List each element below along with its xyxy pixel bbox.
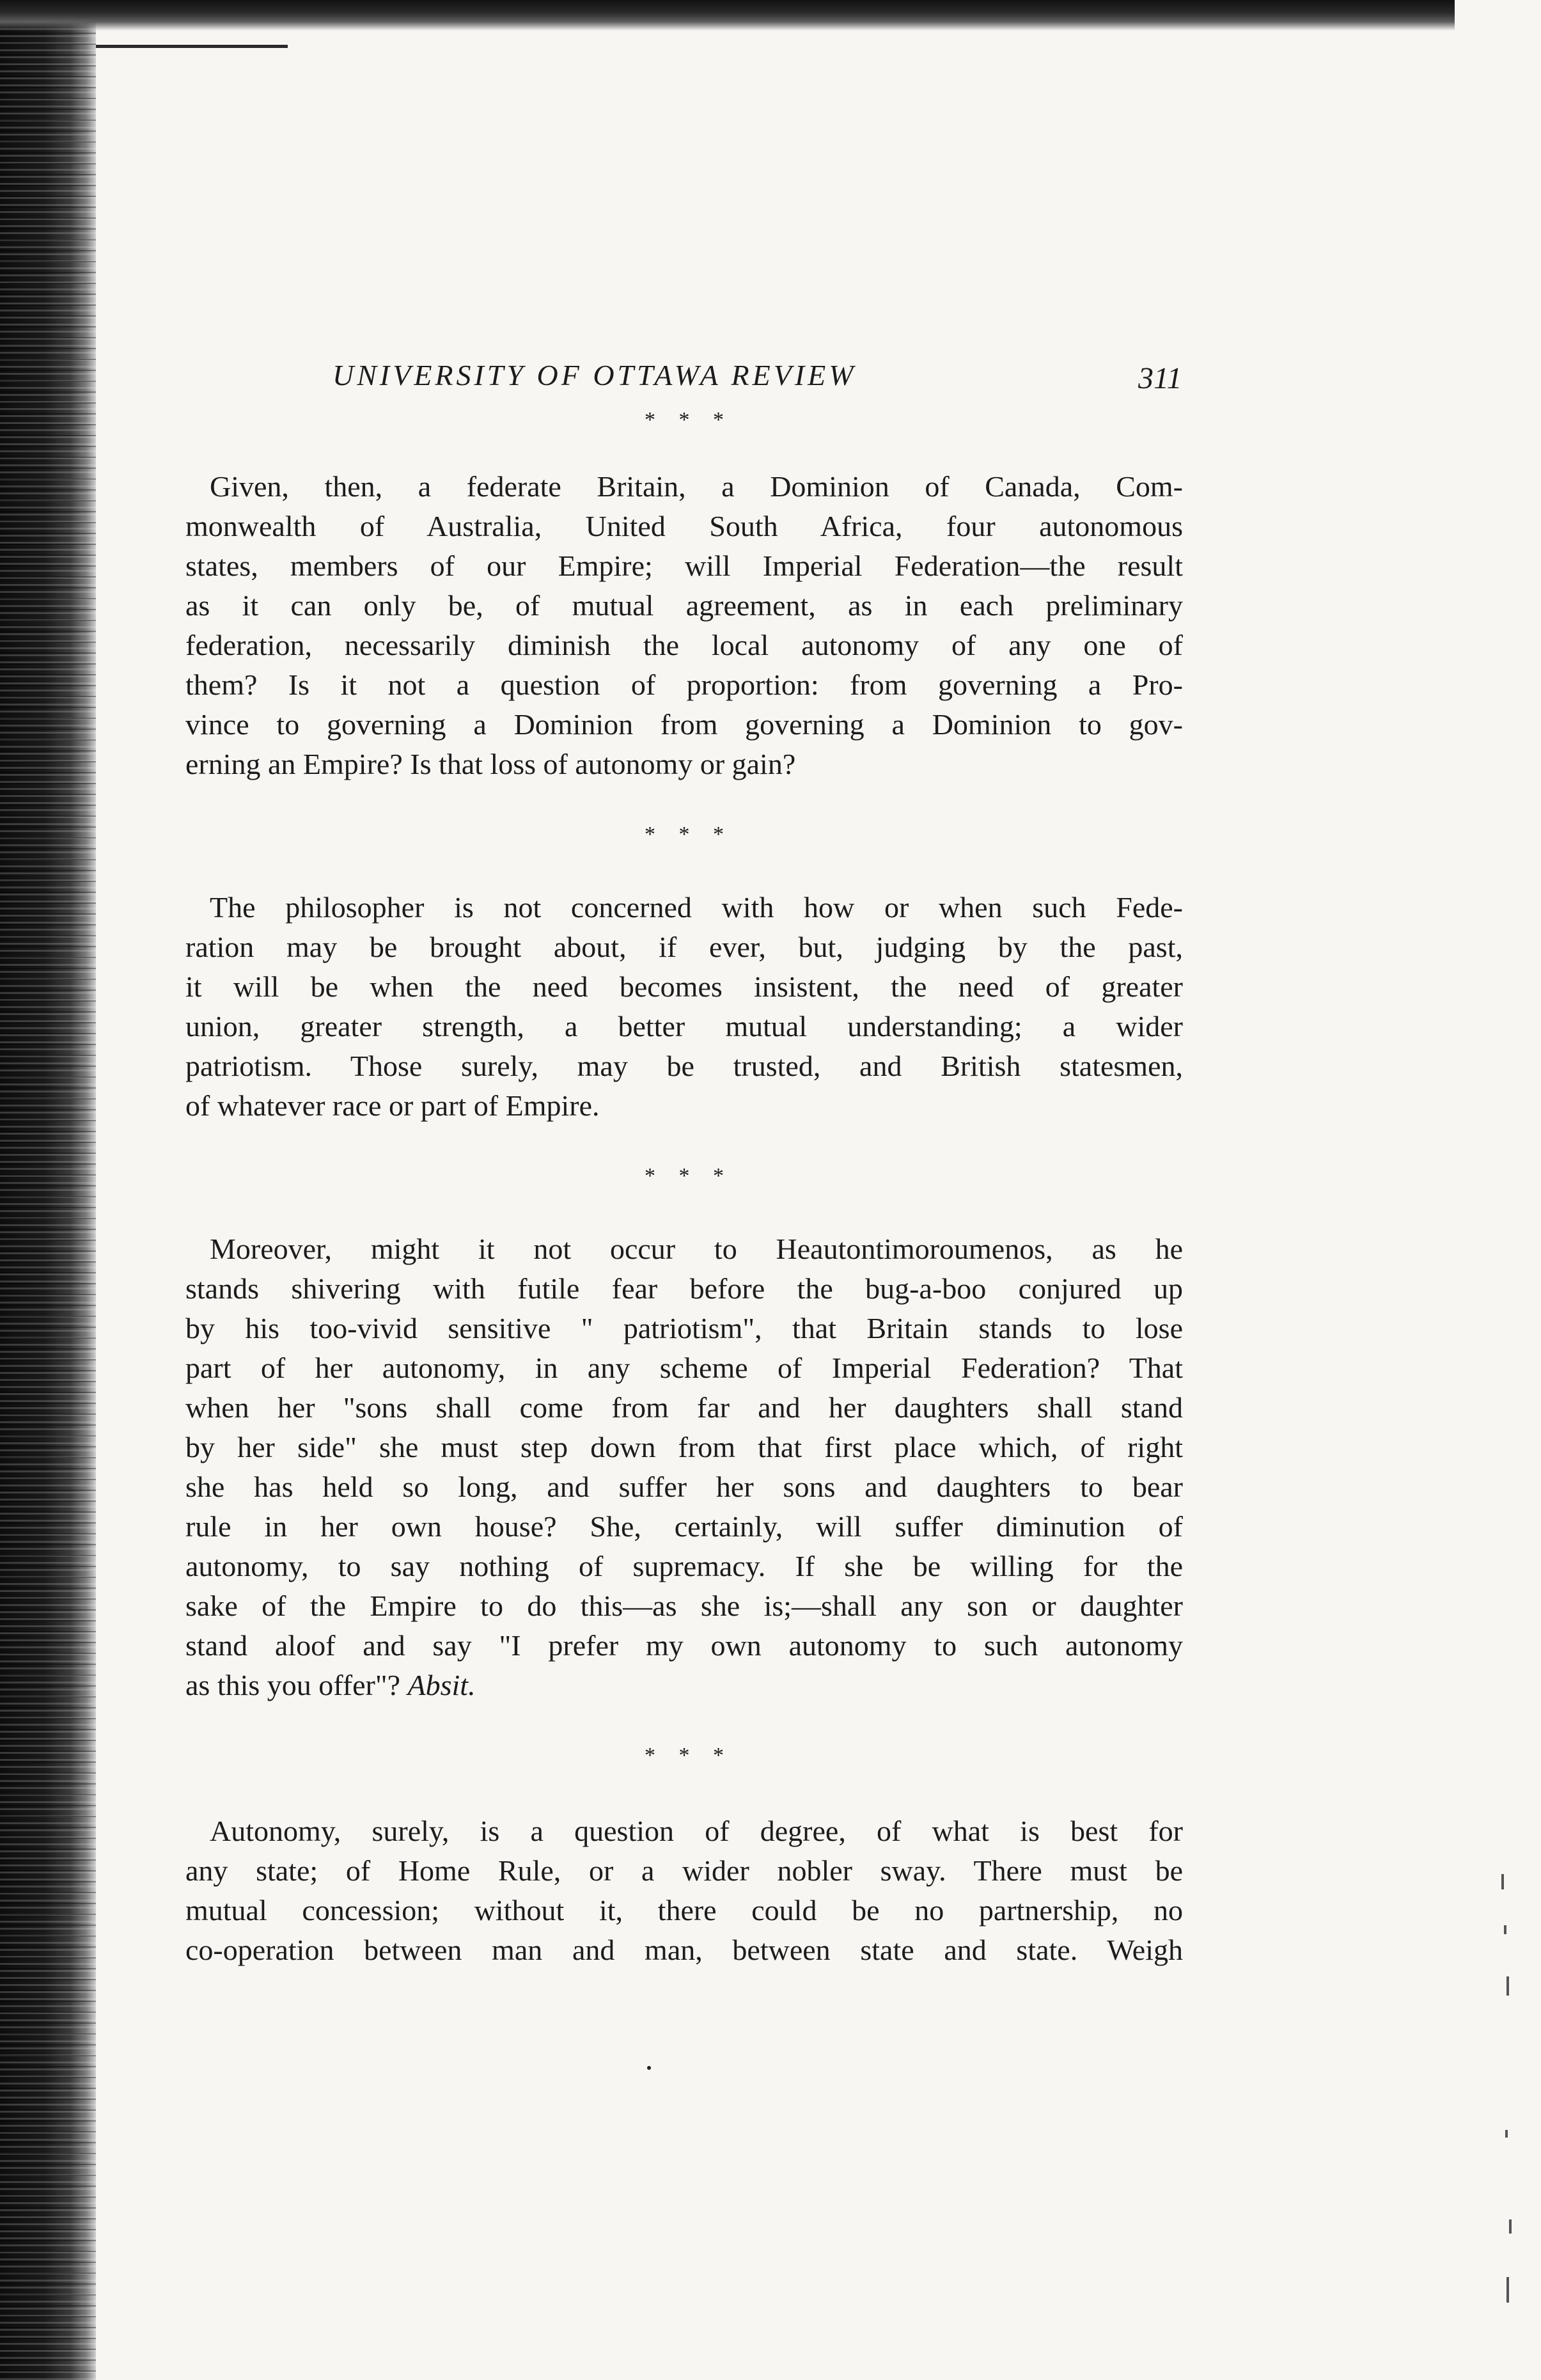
page-body [185, 358, 1183, 1970]
closing-word: Absit. [407, 1669, 476, 1701]
text-line: co-operation between man and man, between state and state. Weigh [185, 1934, 1183, 1966]
text-line: part of her autonomy, in any scheme of Imperial Federation? That [185, 1352, 1183, 1384]
text-line: it will be when the need becomes insistent, the need of greater [185, 970, 1183, 1003]
running-head [185, 358, 1183, 409]
scan-top-rule [96, 45, 288, 48]
margin-speck [1506, 1976, 1509, 1996]
text-line: vince to governing a Dominion from governing a Dominion to gov- [185, 708, 1183, 741]
text-line: stand aloof and say "I prefer my own autonomy to such autonomy [185, 1629, 1183, 1662]
section-separator: * * * [645, 823, 733, 846]
text-line: union, greater strength, a better mutual understanding; a wider [185, 1010, 1183, 1043]
text-line: them? Is it not a question of proportion: from governing a Pro- [185, 668, 1183, 701]
margin-speck [1504, 1925, 1506, 1934]
text-line: monwealth of Australia, United South Africa, four autonomous [185, 510, 1183, 542]
text-line: ration may be brought about, if ever, but, judging by the past, [185, 931, 1183, 963]
text-line: sake of the Empire to do this—as she is;—shall any son or daughter [185, 1589, 1183, 1622]
page-number: 311 [1138, 361, 1182, 395]
section-separator: * * * [645, 1744, 733, 1767]
section-separator: * * * [645, 408, 733, 432]
text-line: erning an Empire? Is that loss of autonomy or gain? [185, 748, 796, 780]
text-line: when her "sons shall come from far and her daughters shall stand [185, 1391, 1183, 1424]
scan-binding-edge [0, 0, 96, 2380]
text-line: stands shivering with futile fear before the bug-a-boo conjured up [185, 1272, 1183, 1305]
text-line: by his too-vivid sensitive " patriotism", that Britain stands to lose [185, 1312, 1183, 1344]
text-line: Given, then, a federate Britain, a Dominion of Canada, Com- [210, 470, 1183, 503]
margin-speck [1501, 1874, 1504, 1889]
text-line: Moreover, might it not occur to Heautontimoroumenos, as he [210, 1233, 1183, 1265]
text-line: any state; of Home Rule, or a wider nobler sway. There must be [185, 1854, 1183, 1887]
paragraph-3 [185, 1229, 1183, 1705]
text-line [185, 1666, 1183, 1705]
page-mark [647, 2066, 651, 2070]
margin-speck [1506, 2277, 1509, 2303]
margin-speck [1509, 2219, 1512, 2234]
scan-top-edge [0, 0, 1455, 31]
text-line: patriotism. Those surely, may be trusted, and British statesmen, [185, 1050, 1183, 1082]
paragraph-1 [185, 467, 1183, 784]
text-line: rule in her own house? She, certainly, will suffer diminution of [185, 1510, 1183, 1543]
paragraph-2 [185, 888, 1183, 1126]
text-line: by her side" she must step down from that first place which, of right [185, 1431, 1183, 1463]
text-line: of whatever race or part of Empire. [185, 1089, 600, 1122]
text-line: The philosopher is not concerned with how or when such Fede- [210, 891, 1183, 924]
text-line: she has held so long, and suffer her sons and daughters to bear [185, 1470, 1183, 1503]
text-line: mutual concession; without it, there could be no partnership, no [185, 1894, 1183, 1927]
text-line: states, members of our Empire; will Imperial Federation—the result [185, 549, 1183, 582]
margin-speck [1505, 2130, 1508, 2138]
text-line: as it can only be, of mutual agreement, as in each preliminary [185, 589, 1183, 622]
text-line-content: as this you offer"? [185, 1669, 401, 1701]
text-line: autonomy, to say nothing of supremacy. If she be willing for the [185, 1550, 1183, 1582]
paragraph-4 [185, 1811, 1183, 1970]
running-title: UNIVERSITY OF OTTAWA REVIEW [332, 359, 857, 391]
text-line: federation, necessarily diminish the local autonomy of any one of [185, 629, 1183, 661]
text-line: Autonomy, surely, is a question of degree, of what is best for [210, 1815, 1183, 1847]
section-separator: * * * [645, 1164, 733, 1188]
